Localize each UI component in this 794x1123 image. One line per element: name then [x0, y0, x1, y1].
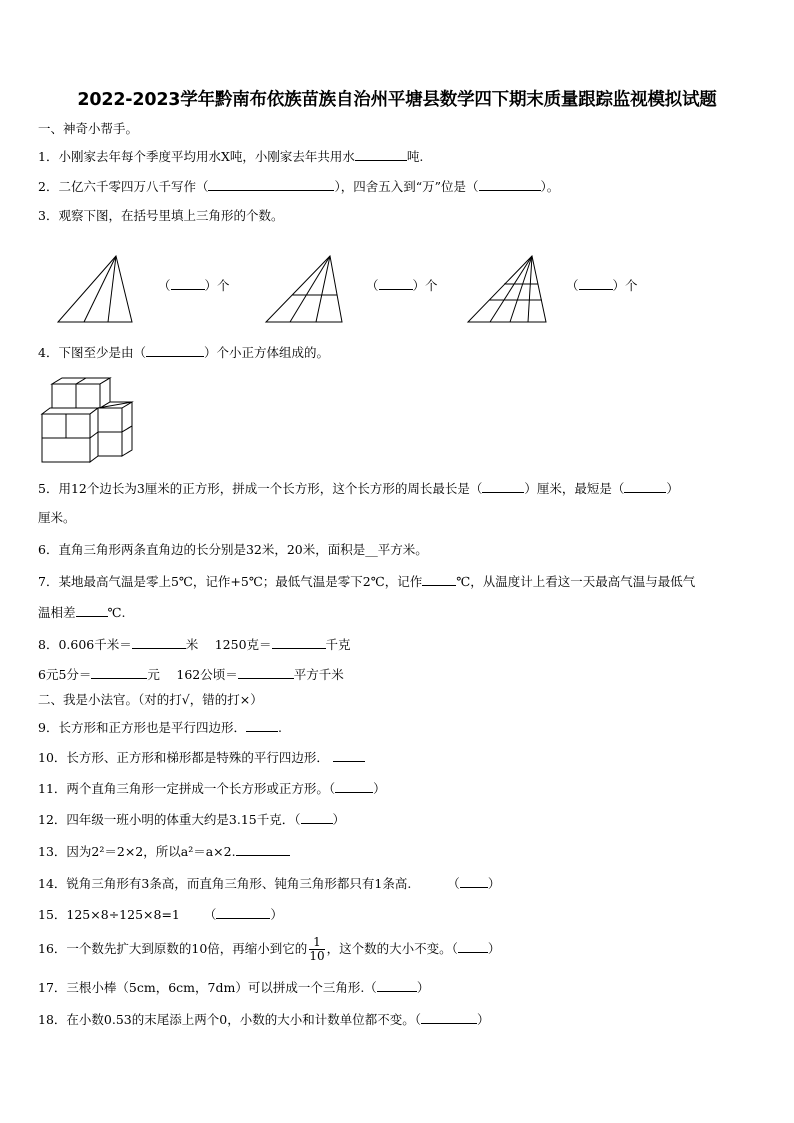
triangle-figure-1 — [56, 254, 136, 324]
q12-text: 12．四年级一班小明的体重大约是3.15千克．（ — [38, 812, 301, 827]
paren-open: （ — [366, 278, 379, 293]
question-6: 6．直角三角形两条直角边的长分别是32米，20米，面积是__平方米。 — [38, 542, 428, 557]
q17-text: 17．三根小棒（5cm，6cm，7dm）可以拼成一个三角形.（ — [38, 980, 377, 995]
question-17 — [38, 979, 429, 996]
q16-text-end: ） — [487, 941, 501, 956]
q1-answer-blank[interactable] — [355, 148, 407, 161]
q7-answer-blank-1[interactable] — [422, 573, 456, 586]
q10-text: 10．长方形、正方形和梯形都是特殊的平行四边形． — [38, 750, 329, 765]
triangle-1-answer — [158, 276, 230, 294]
page-title: 2022-2023学年黔南布依族苗族自治州平塘县数学四下期末质量跟踪监视模拟试题 — [77, 90, 717, 110]
cube-stack-figure — [40, 376, 136, 464]
triangle-3-answer — [566, 276, 638, 294]
q7-answer-blank-2[interactable] — [76, 604, 108, 617]
q16-text-mid: ，这个数的大小不变。（ — [326, 941, 458, 956]
question-13 — [38, 843, 290, 860]
q8-text-e: 元 162公顷＝ — [147, 667, 238, 682]
section-1-heading: 一、神奇小帮手。 — [38, 121, 139, 136]
question-8-row-2 — [38, 666, 344, 683]
q9-answer-blank[interactable] — [246, 719, 278, 732]
q7-text-end: ℃. — [107, 605, 126, 620]
q2-text-mid: ），四舍五入到“万”位是（ — [334, 179, 479, 194]
q18-text: 18．在小数0.53的末尾添上两个0，小数的大小和计数单位都不变。（ — [38, 1012, 421, 1027]
q5-answer-blank-2[interactable] — [624, 480, 666, 493]
q9-text: 9．长方形和正方形也是平行四边形． — [38, 720, 246, 735]
q8-answer-blank-4[interactable] — [238, 666, 294, 679]
q17-text-end: ） — [416, 980, 430, 995]
q9-text-end: . — [277, 720, 282, 735]
q4-answer-blank[interactable] — [146, 344, 204, 357]
paren-open: （ — [158, 278, 171, 293]
question-2 — [38, 178, 559, 195]
q18-text-end: ） — [476, 1012, 490, 1027]
question-7-continued — [38, 604, 125, 621]
q4-text: 4．下图至少是由（ — [38, 345, 146, 360]
question-18 — [38, 1011, 489, 1028]
q8-text-b: 米 1250克＝ — [185, 637, 272, 652]
q2-text: 2．二亿六千零四万八千写作（ — [38, 179, 209, 194]
question-10 — [38, 749, 365, 766]
q8-answer-blank-3[interactable] — [91, 666, 147, 679]
q5-text: 5．用12个边长为3厘米的正方形，拼成一个长方形，这个长方形的周长最长是（ — [38, 481, 483, 496]
question-14 — [38, 875, 500, 892]
triangle-2-blank[interactable] — [379, 277, 413, 290]
paren-open: （ — [566, 278, 579, 293]
triangle-figure-2 — [264, 254, 344, 324]
paren-close: ） — [487, 876, 501, 891]
q5-text-mid: ）厘米，最短是（ — [524, 481, 625, 496]
q2-text-end: ）。 — [540, 179, 560, 194]
q15-text: 15．125×8÷125×8=1 — [38, 907, 180, 922]
q7-text-cont: 温相差 — [38, 605, 76, 620]
question-12 — [38, 811, 345, 828]
q4-text-end: ）个小正方体组成的。 — [203, 345, 329, 360]
paren-close: ） — [270, 907, 283, 922]
q16-text: 16．一个数先扩大到原数的10倍，再缩小到它的 — [38, 941, 308, 956]
q8-text-d: 6元5分＝ — [38, 667, 92, 682]
q10-answer-blank[interactable] — [333, 749, 365, 762]
question-1 — [38, 148, 423, 165]
fraction-one-tenth — [309, 936, 324, 963]
question-9 — [38, 719, 282, 736]
q5-answer-blank-1[interactable] — [482, 480, 524, 493]
question-16 — [38, 934, 500, 964]
question-4 — [38, 344, 329, 361]
question-5-continued: 厘米。 — [38, 510, 76, 525]
paren-close-unit: ）个 — [412, 278, 438, 293]
paren-close-unit: ）个 — [612, 278, 638, 293]
triangle-2-answer — [366, 276, 438, 294]
q5-text-close: ） — [666, 481, 679, 496]
q2-answer-blank-1[interactable] — [208, 178, 334, 191]
q12-answer-blank[interactable] — [301, 811, 333, 824]
q16-answer-blank[interactable] — [458, 940, 488, 953]
question-15 — [38, 906, 283, 923]
paren-open: （ — [447, 876, 460, 891]
paren-close-unit: ）个 — [204, 278, 230, 293]
q1-text-end: 吨. — [406, 149, 424, 164]
q15-answer-blank[interactable] — [216, 906, 270, 919]
q8-answer-blank-2[interactable] — [272, 636, 326, 649]
fraction-numerator: 1 — [309, 936, 324, 950]
question-8-row-1 — [38, 636, 351, 653]
paren-open: （ — [203, 907, 217, 922]
q12-text-end: ） — [332, 812, 346, 827]
question-7 — [38, 573, 695, 590]
triangle-3-blank[interactable] — [579, 277, 613, 290]
q14-text: 14．锐角三角形有3条高，而直角三角形、钝角三角形都只有1条高. — [38, 876, 412, 891]
q11-text: 11．两个直角三角形一定拼成一个长方形或正方形。（ — [38, 781, 336, 796]
triangle-1-blank[interactable] — [171, 277, 205, 290]
triangle-figure-3 — [466, 254, 550, 324]
q13-answer-blank[interactable] — [236, 843, 290, 856]
q17-answer-blank[interactable] — [377, 979, 417, 992]
q11-text-end: ） — [373, 781, 386, 796]
q1-text: 1．小刚家去年每个季度平均用水X吨，小刚家去年共用水 — [38, 149, 355, 164]
q18-answer-blank[interactable] — [421, 1011, 477, 1024]
fraction-denominator: 10 — [309, 949, 325, 963]
q14-answer-blank[interactable] — [460, 875, 488, 888]
q7-text-mid: ℃，从温度计上看这一天最高气温与最低气 — [456, 574, 696, 589]
question-5 — [38, 480, 679, 497]
question-3: 3．观察下图，在括号里填上三角形的个数。 — [38, 208, 284, 223]
q8-answer-blank-1[interactable] — [132, 636, 186, 649]
q11-answer-blank[interactable] — [335, 780, 373, 793]
q7-text: 7．某地最高气温是零上5℃，记作+5℃；最低气温是零下2℃，记作 — [38, 574, 423, 589]
q13-text: 13．因为2²＝2×2，所以a²＝a×2. — [38, 844, 236, 859]
q2-answer-blank-2[interactable] — [479, 178, 541, 191]
question-11 — [38, 780, 386, 797]
q8-text-a: 8．0.606千米＝ — [38, 637, 132, 652]
q8-text-f: 平方千米 — [293, 667, 344, 682]
q8-text-c: 千克 — [325, 637, 351, 652]
section-2-heading: 二、我是小法官。（对的打√，错的打×） — [38, 692, 263, 707]
